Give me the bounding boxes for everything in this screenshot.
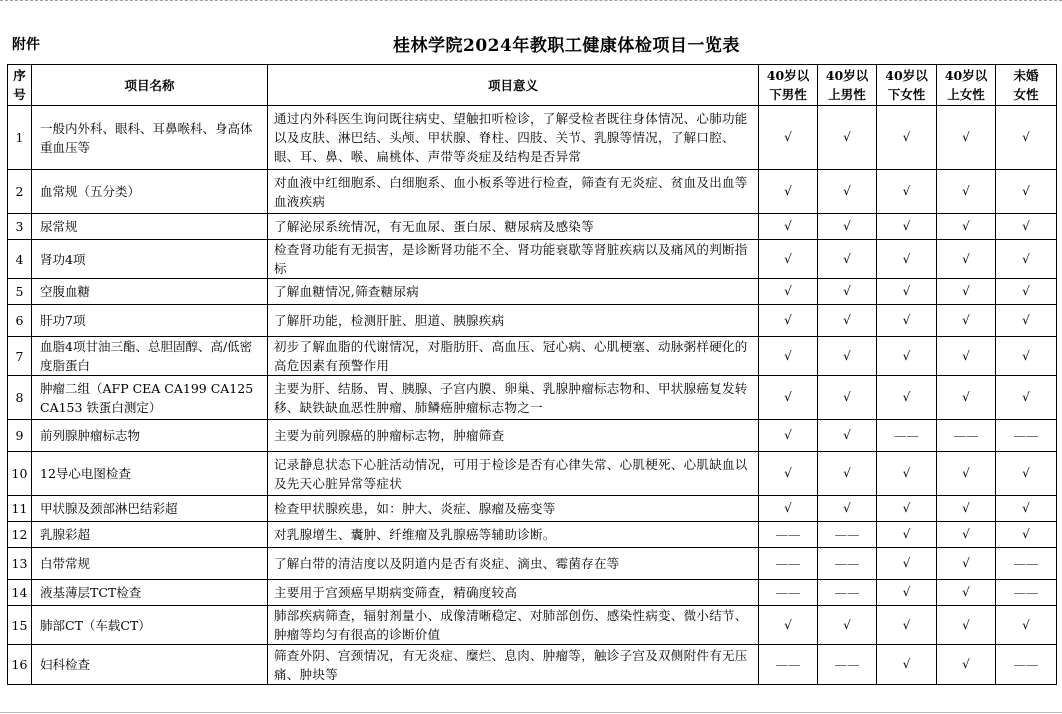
check-mark: √	[937, 452, 996, 496]
check-mark: √	[937, 522, 996, 548]
check-mark: √	[877, 214, 937, 240]
check-mark: √	[996, 452, 1057, 496]
check-mark: √	[759, 106, 818, 170]
row-number: 12	[8, 522, 32, 548]
check-mark: √	[818, 170, 877, 214]
check-mark: √	[996, 376, 1057, 420]
item-name: 12导心电图检查	[32, 452, 268, 496]
check-mark: √	[937, 240, 996, 279]
row-number: 15	[8, 606, 32, 645]
table-row	[8, 240, 1057, 279]
check-mark: √	[877, 548, 937, 580]
check-mark: √	[818, 337, 877, 376]
check-mark: √	[818, 452, 877, 496]
check-mark: √	[818, 305, 877, 337]
dash-mark: ——	[818, 645, 877, 685]
check-mark: √	[759, 305, 818, 337]
item-name: 甲状腺及颈部淋巴结彩超	[32, 496, 268, 522]
table-body	[8, 106, 1057, 685]
item-name: 肿瘤二组（AFP CEA CA199 CA125 CA153 铁蛋白测定）	[32, 376, 268, 420]
header-group-text: 40岁以 下女性	[885, 68, 928, 102]
check-mark: √	[996, 279, 1057, 305]
item-name: 空腹血糖	[32, 279, 268, 305]
check-mark: √	[759, 452, 818, 496]
row-number: 2	[8, 170, 32, 214]
check-mark: √	[996, 305, 1057, 337]
item-meaning: 肺部疾病筛查，辐射剂量小、成像清晰稳定、对肺部创伤、感染性病变、微小结节、肿瘤等均匀有很高的诊断价值	[268, 606, 759, 645]
item-name: 肝功7项	[32, 305, 268, 337]
item-meaning: 对乳腺增生、囊肿、纤维瘤及乳腺癌等辅助诊断。	[268, 522, 759, 548]
table-header-row	[8, 65, 1057, 106]
page-top-border	[0, 0, 1062, 1]
item-meaning: 了解泌尿系统情况，有无血尿、蛋白尿、糖尿病及感染等	[268, 214, 759, 240]
table-row	[8, 452, 1057, 496]
check-mark: √	[759, 170, 818, 214]
item-name: 乳腺彩超	[32, 522, 268, 548]
page-bottom-border	[0, 712, 1062, 713]
table-row	[8, 305, 1057, 337]
item-name: 前列腺肿瘤标志物	[32, 420, 268, 452]
item-name: 肾功4项	[32, 240, 268, 279]
header-group-text: 40岁以 下男性	[766, 68, 810, 102]
row-number: 13	[8, 548, 32, 580]
item-meaning: 通过内外科医生询问既往病史、望触扣听检诊，了解受检者既往身体情况、心肺功能以及皮肤、淋巴结、头颅、甲状腺、脊柱、四肢、关节、乳腺等情况，了解口腔、眼、耳、鼻、喉、扁桃体、声带等炎症及结构是否异常	[268, 106, 759, 170]
check-mark: √	[996, 106, 1057, 170]
header-group-female-over-40	[937, 65, 996, 106]
check-mark: √	[877, 337, 937, 376]
row-number: 10	[8, 452, 32, 496]
dash-mark: ——	[759, 645, 818, 685]
dash-mark: ——	[996, 645, 1057, 685]
check-mark: √	[759, 337, 818, 376]
check-mark: √	[877, 106, 937, 170]
check-mark: √	[759, 279, 818, 305]
check-mark: √	[877, 279, 937, 305]
check-mark: √	[877, 305, 937, 337]
row-number: 6	[8, 305, 32, 337]
item-meaning: 对血液中红细胞系、白细胞系、血小板系等进行检查，筛查有无炎症、贫血及出血等血液疾病	[268, 170, 759, 214]
check-mark: √	[996, 522, 1057, 548]
row-number: 4	[8, 240, 32, 279]
check-mark: √	[759, 214, 818, 240]
check-mark: √	[937, 279, 996, 305]
dash-mark: ——	[759, 522, 818, 548]
table-row	[8, 496, 1057, 522]
check-mark: √	[937, 606, 996, 645]
table-row	[8, 279, 1057, 305]
check-mark: √	[759, 376, 818, 420]
row-number: 5	[8, 279, 32, 305]
check-mark: √	[937, 214, 996, 240]
table-row	[8, 420, 1057, 452]
item-name: 血常规（五分类）	[32, 170, 268, 214]
document-title: 桂林学院2024年教职工健康体检项目一览表	[393, 36, 740, 56]
header-group-text: 40岁以 上女性	[944, 68, 988, 102]
check-mark: √	[937, 170, 996, 214]
header-group-female-under-40	[877, 65, 937, 106]
check-mark: √	[937, 645, 996, 685]
check-mark: √	[877, 376, 937, 420]
check-mark: √	[818, 240, 877, 279]
check-mark: √	[818, 279, 877, 305]
item-name: 一般内外科、眼科、耳鼻喉科、身高体重血压等	[32, 106, 268, 170]
check-mark: √	[937, 305, 996, 337]
header-meaning: 项目意义	[268, 65, 759, 106]
header-name: 项目名称	[32, 65, 268, 106]
check-mark: √	[877, 452, 937, 496]
item-meaning: 了解白带的清洁度以及阴道内是否有炎症、滴虫、霉菌存在等	[268, 548, 759, 580]
item-name: 妇科检查	[32, 645, 268, 685]
health-check-table	[7, 64, 1057, 685]
item-meaning: 检查肾功能有无损害，是诊断肾功能不全、肾功能衰歇等肾脏疾病以及痛风的判断指标	[268, 240, 759, 279]
check-mark: √	[937, 337, 996, 376]
row-number: 1	[8, 106, 32, 170]
check-mark: √	[937, 106, 996, 170]
header-group-text: 未婚 女性	[1013, 68, 1039, 102]
check-mark: √	[996, 170, 1057, 214]
header-group-male-under-40	[759, 65, 818, 106]
item-meaning: 了解血糖情况,筛查糖尿病	[268, 279, 759, 305]
header-no-text: 序 号	[13, 68, 26, 102]
item-name: 肺部CT（车载CT）	[32, 606, 268, 645]
item-name: 血脂4项甘油三酯、总胆固醇、高/低密度脂蛋白	[32, 337, 268, 376]
item-name: 液基薄层TCT检查	[32, 580, 268, 606]
table-row	[8, 376, 1057, 420]
check-mark: √	[818, 606, 877, 645]
table-row	[8, 337, 1057, 376]
row-number: 16	[8, 645, 32, 685]
table-row	[8, 170, 1057, 214]
item-meaning: 初步了解血脂的代谢情况，对脂肪肝、高血压、冠心病、心肌梗塞、动脉粥样硬化的高危因素有预警作用	[268, 337, 759, 376]
check-mark: √	[818, 496, 877, 522]
item-name: 尿常规	[32, 214, 268, 240]
dash-mark: ——	[937, 420, 996, 452]
row-number: 7	[8, 337, 32, 376]
table-row	[8, 214, 1057, 240]
row-number: 14	[8, 580, 32, 606]
check-mark: √	[937, 580, 996, 606]
dash-mark: ——	[818, 580, 877, 606]
check-mark: √	[818, 214, 877, 240]
header-no	[8, 65, 32, 106]
check-mark: √	[877, 606, 937, 645]
attachment-label: 附件	[12, 37, 40, 53]
header-group-text: 40岁以 上男性	[825, 68, 869, 102]
check-mark: √	[877, 240, 937, 279]
check-mark: √	[818, 106, 877, 170]
check-mark: √	[759, 420, 818, 452]
row-number: 3	[8, 214, 32, 240]
dash-mark: ——	[818, 522, 877, 548]
check-mark: √	[996, 337, 1057, 376]
check-mark: √	[996, 606, 1057, 645]
check-mark: √	[877, 580, 937, 606]
check-mark: √	[759, 496, 818, 522]
check-mark: √	[877, 496, 937, 522]
row-number: 9	[8, 420, 32, 452]
dash-mark: ——	[759, 548, 818, 580]
table-row	[8, 106, 1057, 170]
check-mark: √	[937, 376, 996, 420]
dash-mark: ——	[877, 420, 937, 452]
table-row	[8, 645, 1057, 685]
check-mark: √	[996, 496, 1057, 522]
check-mark: √	[996, 240, 1057, 279]
item-meaning: 了解肝功能，检测肝脏、胆道、胰腺疾病	[268, 305, 759, 337]
table-row	[8, 522, 1057, 548]
check-mark: √	[877, 522, 937, 548]
item-meaning: 主要用于宫颈癌早期病变筛查，精确度较高	[268, 580, 759, 606]
check-mark: √	[877, 170, 937, 214]
check-mark: √	[937, 496, 996, 522]
row-number: 11	[8, 496, 32, 522]
header-group-male-over-40	[818, 65, 877, 106]
row-number: 8	[8, 376, 32, 420]
dash-mark: ——	[996, 548, 1057, 580]
check-mark: √	[877, 645, 937, 685]
item-meaning: 检查甲状腺疾患，如：肿大、炎症、腺瘤及癌变等	[268, 496, 759, 522]
item-name: 白带常规	[32, 548, 268, 580]
dash-mark: ——	[818, 548, 877, 580]
item-meaning: 主要为前列腺癌的肿瘤标志物，肿瘤筛查	[268, 420, 759, 452]
check-mark: √	[759, 606, 818, 645]
dash-mark: ——	[996, 580, 1057, 606]
check-mark: √	[818, 376, 877, 420]
check-mark: √	[937, 548, 996, 580]
item-meaning: 记录静息状态下心脏活动情况，可用于检诊是否有心律失常、心肌梗死、心肌缺血以及先天心脏异常等症状	[268, 452, 759, 496]
item-meaning: 主要为肝、结肠、胃、胰腺、子宫内膜、卵巢、乳腺肿瘤标志物和、甲状腺癌复发转移、缺铁缺血恶性肿瘤、肺鳞癌肿瘤标志物之一	[268, 376, 759, 420]
table-row	[8, 606, 1057, 645]
table-row	[8, 548, 1057, 580]
dash-mark: ——	[759, 580, 818, 606]
dash-mark: ——	[996, 420, 1057, 452]
check-mark: √	[818, 420, 877, 452]
table-row	[8, 580, 1057, 606]
header-group-unmarried-female	[996, 65, 1057, 106]
check-mark: √	[996, 214, 1057, 240]
check-mark: √	[759, 240, 818, 279]
item-meaning: 筛查外阴、宫颈情况，有无炎症、糜烂、息肉、肿瘤等，触诊子宫及双侧附件有无压痛、肿块等	[268, 645, 759, 685]
